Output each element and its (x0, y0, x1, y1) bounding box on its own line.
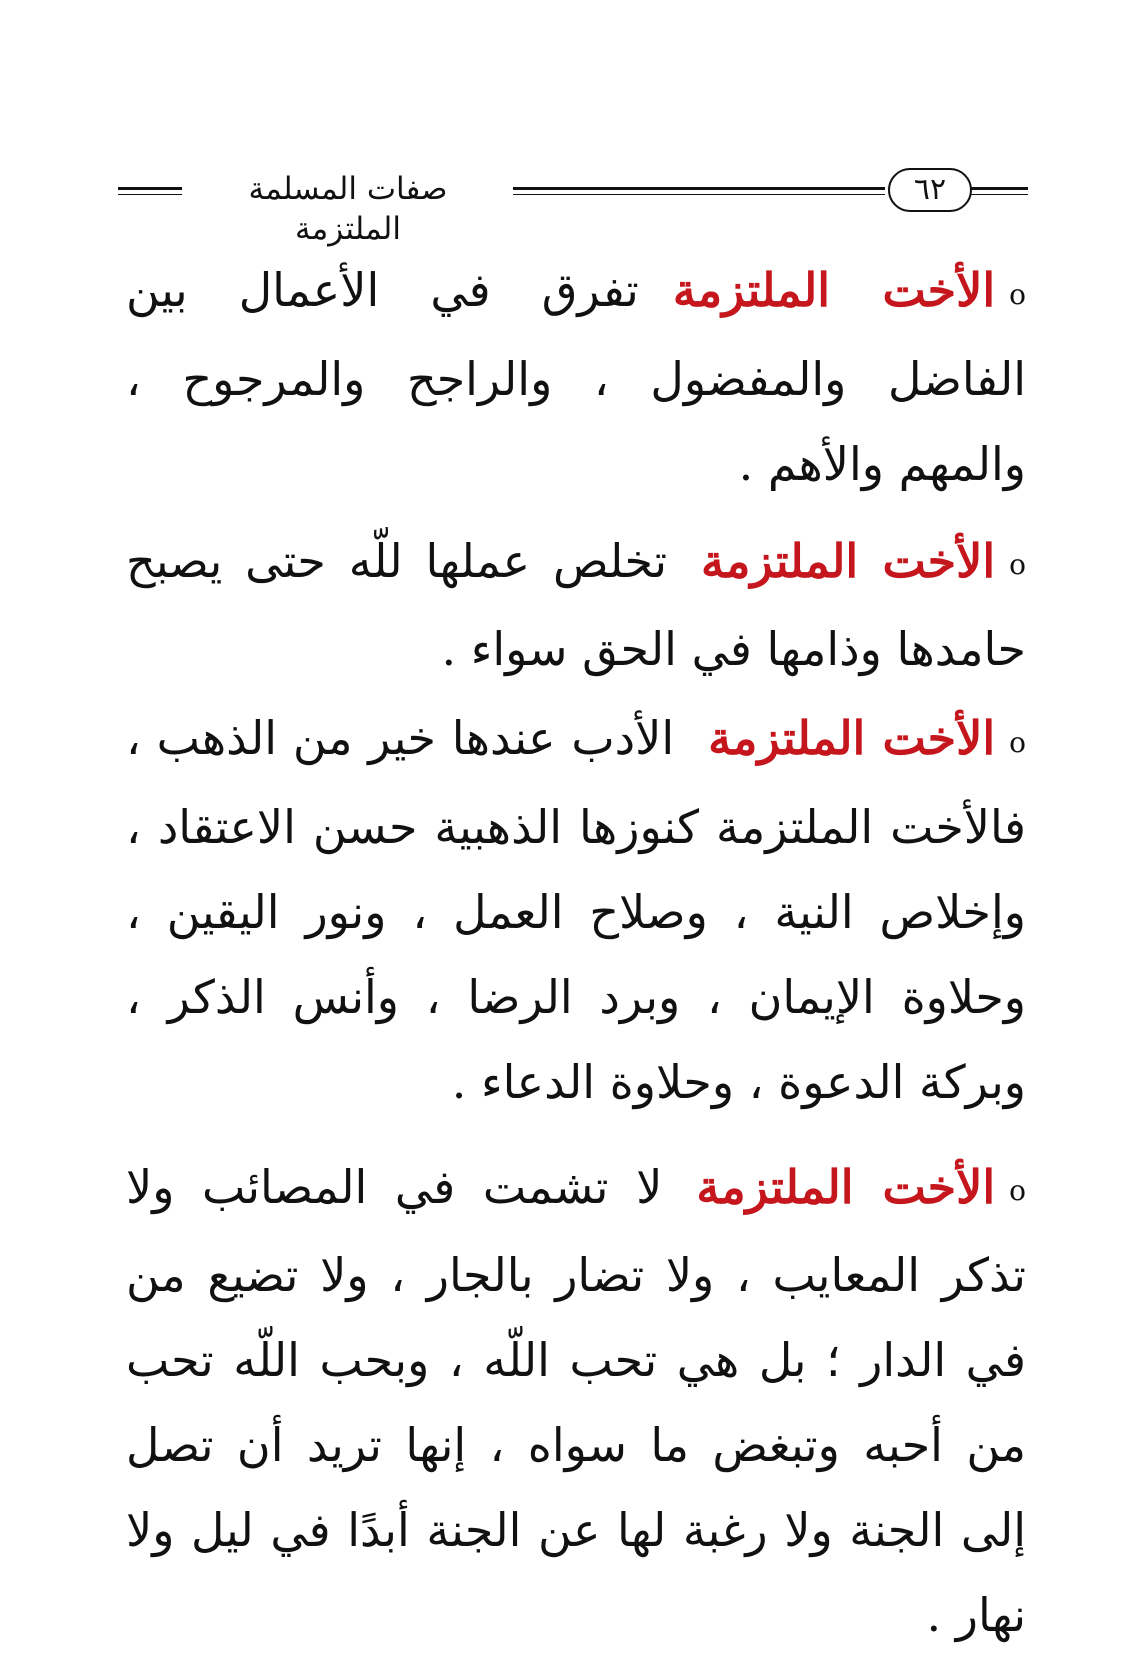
header-rule-left (118, 187, 182, 195)
bullet-circle-icon: o (1009, 277, 1026, 311)
running-title: صفات المسلمة الملتزمة (248, 171, 448, 247)
header-rule-middle (513, 187, 885, 195)
paragraph-text: تخلص عملها للّه حتى يصبح حامدها وذامها في الحق سواء . (126, 533, 1026, 676)
page-header (118, 165, 1028, 247)
bullet-circle-icon: o (1009, 548, 1026, 581)
paragraph (126, 519, 1026, 693)
bullet-circle-icon: o (1009, 1174, 1026, 1207)
bullet-circle-icon: o (1009, 725, 1026, 759)
paragraph-text: لا تشمت في المصائب ولا تذكر المعايب ، ولا تضار بالجار ، ولا تضيع من في الدار ؛ بل هي تحب اللّه ، وبحب اللّه تحب من أحبه وتبغض ما سواه ، إنها تريد أن تصل إلى الجنة ولا رغبة لها عن الجنة أبدًا في ليل ولا نهار . (126, 1159, 1026, 1642)
paragraph-subject: الأخت الملتزمة (701, 533, 996, 588)
paragraph-subject: الأخت الملتزمة (672, 263, 996, 317)
header-rule-right (970, 187, 1028, 195)
paragraph-text: تفرق في الأعمال بين الفاضل والمفضول ، والراجح والمرجوح ، والمهم والأهم . (126, 263, 1026, 491)
paragraph (126, 248, 1026, 507)
paragraph (126, 1145, 1026, 1659)
paragraph-subject: الأخت الملتزمة (696, 1159, 996, 1214)
paragraph (126, 696, 1026, 1125)
page-body (126, 248, 1026, 1668)
paragraph-subject: الأخت الملتزمة (708, 711, 996, 765)
page-number: ٦٢ (888, 168, 972, 212)
paragraph-text: الأدب عندها خير من الذهب ، فالأخت الملتزمة كنوزها الذهبية حسن الاعتقاد ، وإخلاص النية ، وصلاح العمل ، ونور اليقين ، وحلاوة الإيمان ، وبرد الرضا ، وأنس الذكر ، وبركة الدعوة ، وحلاوة الدعاء . (126, 711, 1026, 1109)
